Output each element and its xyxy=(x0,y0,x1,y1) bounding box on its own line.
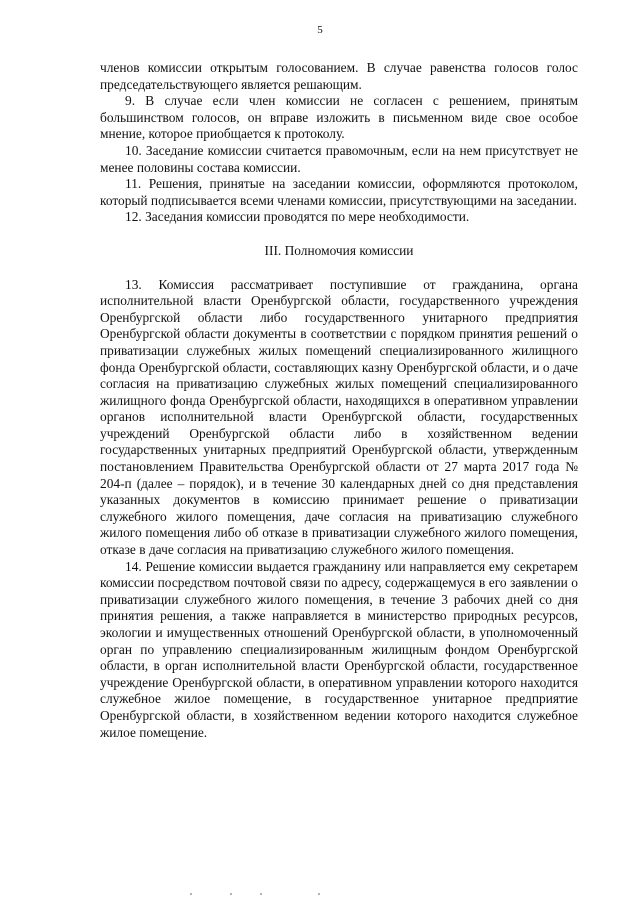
paragraph-13: 13. Комиссия рассматривает поступившие от гражданина, органа исполнительной власти Оренбургской области, государственного учреждения Оренбургской области либо государственного унитарного предприятия Оренбургской области документы в соответствии с порядком принятия решений о приватизации служебных жилых помещений специализированного жилищного фонда Оренбургской области, составляющих казну Оренбургской области, и о даче согласия на приватизацию служебных жилых помещений специализированного жилищного фонда Оренбургской области, находящихся в оперативном управлении органов исполнительной власти Оренбургской области, государственных учреждений Оренбургской области либо в хозяйственном ведении государственных унитарных предприятий Оренбургской области, утвержденным постановлением Правительства Оренбургской области от 27 марта 2017 года № 204-п (далее – порядок), и в течение 30 календарных дней со дня представления указанных документов в комиссию принимает решение о приватизации служебного жилого помещения, даче согласия на приватизацию служебного жилого помещения либо об отказе в приватизации служебного жилого помещения, отказе в даче согласия на приватизацию служебного жилого помещения. xyxy=(100,276,578,558)
paragraph-8-continuation: членов комиссии открытым голосованием. В случае равенства голосов голос председательствующего является решающим. xyxy=(100,60,578,92)
section-heading: III. Полномочия комиссии xyxy=(264,242,414,258)
paragraph-10: 10. Заседание комиссии считается правомочным, если на нем присутствует не менее половины состава комиссии. xyxy=(100,142,578,175)
document-body xyxy=(100,60,578,741)
paragraph-14: 14. Решение комиссии выдается гражданину или направляется ему секретарем комиссии посредством почтовой связи по адресу, содержащемуся в его заявлении о приватизации служебного жилого помещения, в течение 3 рабочих дней со дня принятия решения, а также направляется в министерство природных ресурсов, экологии и имущественных отношений Оренбургской области, в уполномоченный орган по управлению специализированным жилищным фондом Оренбургской области, в орган исполнительной власти Оренбургской области, государственное учреждение Оренбургской области, в оперативном управлении которого находится служебное жилое помещение, в государственное унитарное предприятие Оренбургской области, в хозяйственном ведении которого находится служебное жилое помещение. xyxy=(100,558,578,740)
scan-artifact-marks xyxy=(190,893,350,897)
page-number: 5 xyxy=(317,24,323,36)
paragraph-12: 12. Заседания комиссии проводятся по мере необходимости. xyxy=(125,209,470,225)
paragraph-9: 9. В случае если член комиссии не согласен с решением, принятым большинством голосов, он вправе изложить в письменном виде свое особое мнение, которое приобщается к протоколу. xyxy=(100,93,578,142)
paragraph-11: 11. Решения, принятые на заседании комиссии, оформляются протоколом, который подписывается всеми членами комиссии, присутствующими на заседании. xyxy=(100,176,578,208)
